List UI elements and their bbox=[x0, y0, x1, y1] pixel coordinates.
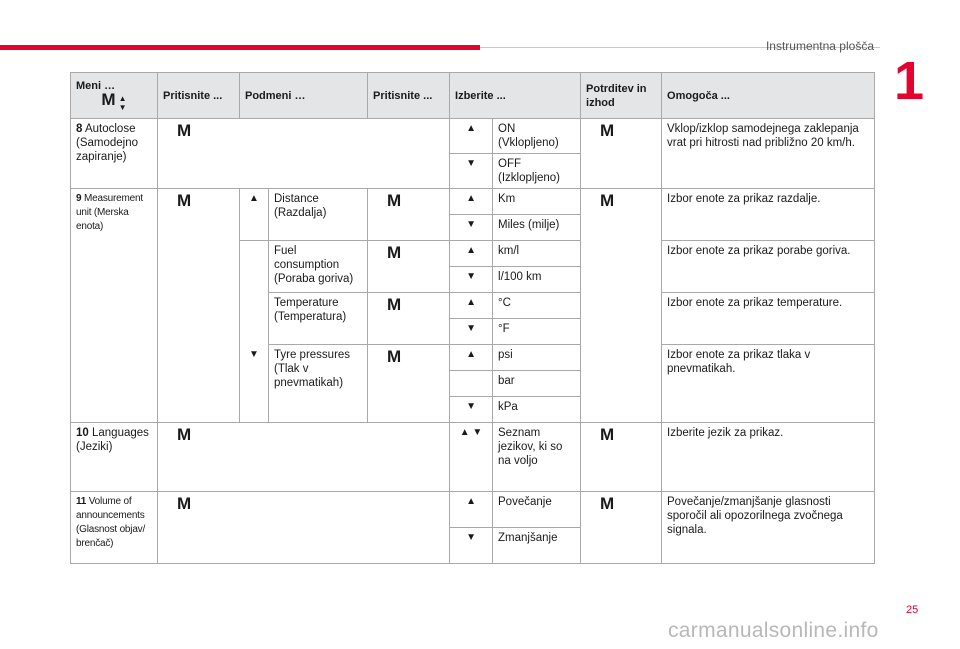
submenu-arrow-cell bbox=[240, 345, 269, 423]
up-arrow-icon: ▲ bbox=[466, 123, 476, 134]
option-bar: bar bbox=[493, 371, 581, 397]
table-row bbox=[71, 119, 875, 154]
option-off: OFF (Izklopljeno) bbox=[493, 154, 581, 189]
select-arrow-cell bbox=[450, 345, 493, 371]
up-arrow-icon: ▲ bbox=[118, 93, 127, 103]
press-cell bbox=[368, 241, 450, 293]
m-key-icon: M bbox=[177, 425, 192, 444]
down-arrow-icon: ▼ bbox=[466, 323, 476, 334]
settings-table bbox=[70, 72, 875, 564]
confirm-cell bbox=[581, 423, 662, 492]
select-arrow-cell bbox=[450, 267, 493, 293]
up-arrow-icon: ▲ bbox=[466, 193, 476, 204]
menu-measurement: 9 Measurement unit (Merska enota) bbox=[71, 189, 158, 423]
m-key-icon: M bbox=[600, 494, 615, 513]
m-key-icon: M bbox=[387, 243, 402, 262]
submenu-arrow-cell bbox=[240, 293, 269, 345]
up-arrow-icon: ▲ bbox=[466, 297, 476, 308]
table-row bbox=[71, 492, 875, 528]
header-menu-label: Meni … bbox=[76, 80, 116, 93]
select-arrow-cell bbox=[450, 189, 493, 215]
up-arrow-icon: ▲ bbox=[466, 349, 476, 360]
option-on: ON (Vklopljeno) bbox=[493, 119, 581, 154]
desc-autoclose: Vklop/izklop samodejnega zaklepanja vrat pri hitrosti nad približno 20 km/h. bbox=[662, 119, 875, 189]
submenu-temperature: Temperature (Temperatura) bbox=[269, 293, 368, 345]
desc-temperature: Izbor enote za prikaz temperature. bbox=[662, 293, 875, 345]
option-decrease: Zmanjšanje bbox=[493, 528, 581, 564]
m-key-icon: M bbox=[600, 191, 615, 210]
submenu-arrow-cell bbox=[240, 241, 269, 293]
header-press-1: Pritisnite ... bbox=[158, 73, 240, 119]
up-arrow-icon: ▲ bbox=[249, 193, 259, 204]
down-arrow-icon: ▼ bbox=[466, 219, 476, 230]
menu-autoclose: 8 Autoclose (Samodejno zapiranje) bbox=[71, 119, 158, 189]
option-l100km: l/100 km bbox=[493, 267, 581, 293]
m-key-icon: M bbox=[387, 191, 402, 210]
header-confirm: Potrditev in izhod bbox=[581, 73, 662, 119]
select-arrow-cell bbox=[450, 492, 493, 528]
header-select: Izberite ... bbox=[450, 73, 581, 119]
option-kml: km/l bbox=[493, 241, 581, 267]
up-arrow-icon: ▲ bbox=[466, 496, 476, 507]
watermark: carmanualsonline.info bbox=[668, 619, 879, 642]
m-key-icon: M bbox=[177, 191, 192, 210]
press-cell bbox=[158, 189, 240, 423]
option-kpa: kPa bbox=[493, 397, 581, 423]
confirm-cell bbox=[581, 119, 662, 189]
m-key-icon: M bbox=[101, 90, 116, 110]
select-arrow-cell bbox=[450, 215, 493, 241]
desc-tyre: Izbor enote za prikaz tlaka v pnevmatikah. bbox=[662, 345, 875, 423]
confirm-cell bbox=[581, 492, 662, 564]
option-increase: Povečanje bbox=[493, 492, 581, 528]
m-key-icon: M bbox=[387, 347, 402, 366]
select-arrow-cell bbox=[450, 528, 493, 564]
page-number: 25 bbox=[906, 604, 919, 616]
header-press-2: Pritisnite ... bbox=[368, 73, 450, 119]
section-title: Instrumentna plošča bbox=[765, 39, 874, 53]
chapter-number: 1 bbox=[894, 51, 925, 111]
select-arrow-cell bbox=[450, 293, 493, 319]
header-submenu: Podmeni … bbox=[240, 73, 368, 119]
submenu-tyre: Tyre pressures (Tlak v pnevmatikah) bbox=[269, 345, 368, 423]
press-cell bbox=[158, 119, 450, 189]
select-arrow-cell bbox=[450, 423, 493, 492]
desc-volume: Povečanje/zmanjšanje glasnosti sporočil ali opozorilnega zvočnega signala. bbox=[662, 492, 875, 564]
select-arrow-cell bbox=[450, 397, 493, 423]
option-km: Km bbox=[493, 189, 581, 215]
m-key-icon: M bbox=[600, 425, 615, 444]
press-cell bbox=[368, 345, 450, 423]
select-arrow-cell bbox=[450, 241, 493, 267]
table-header-row bbox=[71, 73, 875, 119]
select-arrow-cell bbox=[450, 319, 493, 345]
select-arrow-cell bbox=[450, 371, 493, 397]
submenu-fuel: Fuel consumption (Poraba goriva) bbox=[269, 241, 368, 293]
menu-volume: 11 Volume of announcements (Glasnost objav/ brenčač) bbox=[71, 492, 158, 564]
select-arrow-cell bbox=[450, 119, 493, 154]
down-arrow-icon: ▼ bbox=[466, 271, 476, 282]
option-celsius: °C bbox=[493, 293, 581, 319]
up-down-arrow-icon: ▲ ▼ bbox=[459, 427, 483, 438]
option-psi: psi bbox=[493, 345, 581, 371]
m-key-icon: M bbox=[177, 494, 192, 513]
press-cell bbox=[158, 423, 450, 492]
down-arrow-icon: ▼ bbox=[249, 348, 259, 360]
table-row bbox=[71, 189, 875, 215]
select-arrow-cell bbox=[450, 154, 493, 189]
down-arrow-icon: ▼ bbox=[118, 102, 127, 112]
menu-languages: 10 Languages (Jeziki) bbox=[71, 423, 158, 492]
table-row bbox=[71, 423, 875, 492]
up-arrow-icon: ▲ bbox=[466, 245, 476, 256]
header-menu-icon bbox=[76, 90, 152, 112]
desc-languages: Izberite jezik za prikaz. bbox=[662, 423, 875, 492]
option-language-list: Seznam jezikov, ki so na voljo bbox=[493, 423, 581, 492]
m-key-icon: M bbox=[177, 121, 192, 140]
option-miles: Miles (milje) bbox=[493, 215, 581, 241]
submenu-arrow-cell bbox=[240, 189, 269, 241]
press-cell bbox=[158, 492, 450, 564]
header-enables: Omogoča ... bbox=[662, 73, 875, 119]
m-key-icon: M bbox=[387, 295, 402, 314]
confirm-cell bbox=[581, 189, 662, 423]
down-arrow-icon: ▼ bbox=[466, 532, 476, 543]
m-key-icon: M bbox=[600, 121, 615, 140]
header-accent-bar bbox=[0, 45, 480, 50]
desc-fuel: Izbor enote za prikaz porabe goriva. bbox=[662, 241, 875, 293]
down-arrow-icon: ▼ bbox=[466, 158, 476, 169]
down-arrow-icon: ▼ bbox=[466, 401, 476, 412]
submenu-distance: Distance (Razdalja) bbox=[269, 189, 368, 241]
desc-distance: Izbor enote za prikaz razdalje. bbox=[662, 189, 875, 241]
press-cell bbox=[368, 189, 450, 241]
header-menu bbox=[71, 73, 158, 119]
option-fahrenheit: °F bbox=[493, 319, 581, 345]
press-cell bbox=[368, 293, 450, 345]
